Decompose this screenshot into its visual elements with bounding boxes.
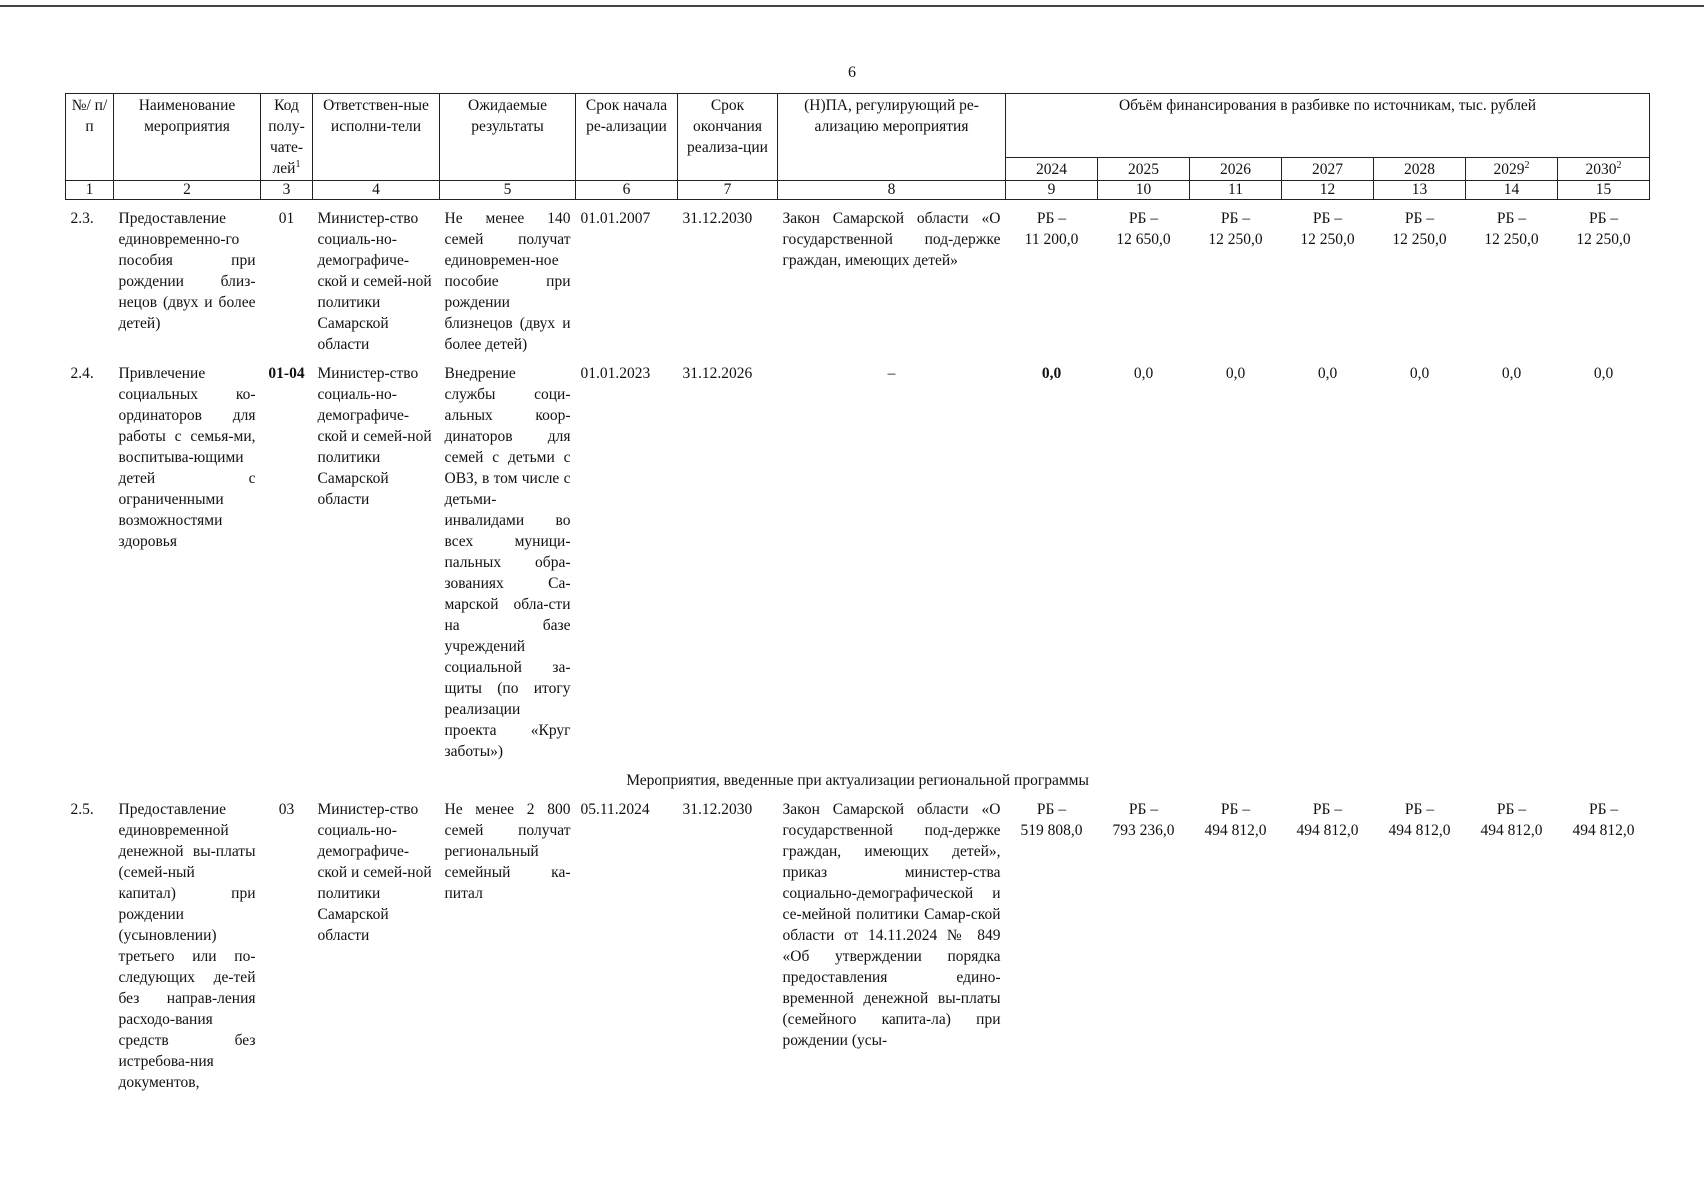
funding-2027: РБ – 494 812,0: [1296, 801, 1359, 839]
header-start: Срок начала ре-ализации: [576, 94, 678, 181]
funding-2030: РБ – 12 250,0: [1576, 210, 1631, 248]
funding-2028: РБ – 494 812,0: [1388, 801, 1451, 839]
page-number: 6: [848, 64, 856, 81]
funding-2026: РБ – 12 250,0: [1208, 210, 1263, 248]
regulatory-act: Закон Самарской области «О государственной под-держке граждан, имеющих детей»: [782, 210, 1001, 269]
column-number: 12: [1282, 181, 1374, 200]
measure-name: Предоставление единовременной денежной вы-платы (семей-ный капитал) при рождении (усыновлении) третьего или по-следующих де-тей без направ-ления расходо-вания средств без истребова-ния документов,: [118, 801, 256, 1091]
column-number: 13: [1374, 181, 1466, 200]
expected-result: Внедрение службы соци-альных коор-динаторов для семей с детьми с ОВЗ, в том числе с детьми-инвалидами во всех муници-пальных обра-зованиях Са-марской обла-сти на базе учреждений социальной за-щиты (по итогу реализации проекта «Круг заботы»): [444, 365, 571, 760]
funding-2024: 0,0: [1041, 365, 1062, 382]
header-funding: Объём финансирования в разбивке по источникам, тыс. рублей: [1006, 94, 1650, 158]
program-measures-table: [65, 93, 1650, 1093]
header-end: Срок окончания реализа-ции: [678, 94, 778, 181]
funding-2027: РБ – 12 250,0: [1300, 210, 1355, 248]
executor: Министер-ство социаль-но-демографиче-ской и семей-ной политики Самарской области: [317, 210, 432, 353]
funding-2028: 0,0: [1409, 365, 1430, 382]
start-date: 01.01.2023: [580, 365, 651, 382]
expected-result: Не менее 2 800 семей получат региональный семейный ка-питал: [444, 801, 571, 902]
funding-2027: 0,0: [1317, 365, 1338, 382]
recipient-code: 01: [278, 210, 295, 227]
column-number: 3: [261, 181, 313, 200]
header-npa: (Н)ПА, регулирующий ре-ализацию мероприятия: [778, 94, 1006, 181]
header-code: Код полу-чате-лей$^1$: [261, 94, 313, 181]
column-number: 9: [1006, 181, 1098, 200]
funding-2025: РБ – 793 236,0: [1112, 801, 1175, 839]
regulatory-act: –: [887, 365, 896, 382]
table-row: [66, 355, 1650, 762]
column-number: 7: [678, 181, 778, 200]
row-number: 2.4.: [70, 365, 94, 382]
header-year: 2030$^2$: [1558, 158, 1650, 181]
column-number: 4: [313, 181, 440, 200]
header-year: 2027: [1282, 158, 1374, 181]
header-year: 2028: [1374, 158, 1466, 181]
funding-2025: РБ – 12 650,0: [1116, 210, 1171, 248]
header-name: Наименование мероприятия: [114, 94, 261, 181]
executor: Министер-ство социаль-но-демографиче-ской и семей-ной политики Самарской области: [317, 801, 432, 944]
column-number: 10: [1098, 181, 1190, 200]
column-number: 14: [1466, 181, 1558, 200]
measure-name: Предоставление единовременно-го пособия при рождении близ-нецов (двух и более детей): [118, 210, 256, 332]
column-number: 6: [576, 181, 678, 200]
funding-2029: РБ – 494 812,0: [1480, 801, 1543, 839]
column-number: 11: [1190, 181, 1282, 200]
end-date: 31.12.2030: [682, 210, 753, 227]
column-number: 5: [440, 181, 576, 200]
header-year: 2029$^2$: [1466, 158, 1558, 181]
funding-2030: 0,0: [1593, 365, 1614, 382]
header-year: 2024: [1006, 158, 1098, 181]
regulatory-act: Закон Самарской области «О государственной под-держке граждан, имеющих детей», приказ министер-ства социально-демографической и се-мейной политики Самар-ской области от 14.11.2024 № 849 «Об утверждении порядка предоставления едино-временной денежной вы-платы (семейного капита-ла) при рождении (усы-: [782, 801, 1001, 1049]
funding-2029: РБ – 12 250,0: [1484, 210, 1539, 248]
table-row: [66, 791, 1650, 1093]
header-year: 2026: [1190, 158, 1282, 181]
table-row: [66, 200, 1650, 356]
funding-2026: 0,0: [1225, 365, 1246, 382]
header-executor: Ответствен-ные исполни-тели: [313, 94, 440, 181]
column-number: 2: [114, 181, 261, 200]
funding-2024: РБ – 519 808,0: [1020, 801, 1083, 839]
measure-name: Привлечение социальных ко-ординаторов для работы с семья-ми, воспитыва-ющими детей с ограниченными возможностями здоровья: [118, 365, 256, 550]
header-num: №/ п/п: [66, 94, 114, 181]
section-title: Мероприятия, введенные при актуализации региональной программы: [626, 772, 1089, 789]
end-date: 31.12.2030: [682, 801, 753, 818]
recipient-code: 01-04: [268, 365, 305, 382]
funding-2025: 0,0: [1133, 365, 1154, 382]
start-date: 05.11.2024: [580, 801, 650, 818]
funding-2026: РБ – 494 812,0: [1204, 801, 1267, 839]
funding-2024: РБ – 11 200,0: [1024, 210, 1079, 248]
funding-2028: РБ – 12 250,0: [1392, 210, 1447, 248]
header-row: [66, 94, 1650, 158]
executor: Министер-ство социаль-но-демографиче-ской и семей-ной политики Самарской области: [317, 365, 432, 508]
row-number: 2.5.: [70, 801, 94, 818]
start-date: 01.01.2007: [580, 210, 651, 227]
header-year: 2025: [1098, 158, 1190, 181]
section-row: [66, 762, 1650, 791]
column-number: 1: [66, 181, 114, 200]
column-numbers-row: [66, 181, 1650, 200]
row-number: 2.3.: [70, 210, 94, 227]
column-number: 15: [1558, 181, 1650, 200]
recipient-code: 03: [278, 801, 295, 818]
header-result: Ожидаемые результаты: [440, 94, 576, 181]
column-number: 8: [778, 181, 1006, 200]
end-date: 31.12.2026: [682, 365, 753, 382]
expected-result: Не менее 140 семей получат единовремен-ное пособие при рождении близнецов (двух и более детей): [444, 210, 571, 353]
funding-2030: РБ – 494 812,0: [1572, 801, 1635, 839]
funding-2029: 0,0: [1501, 365, 1522, 382]
top-border-line: [0, 5, 1704, 7]
